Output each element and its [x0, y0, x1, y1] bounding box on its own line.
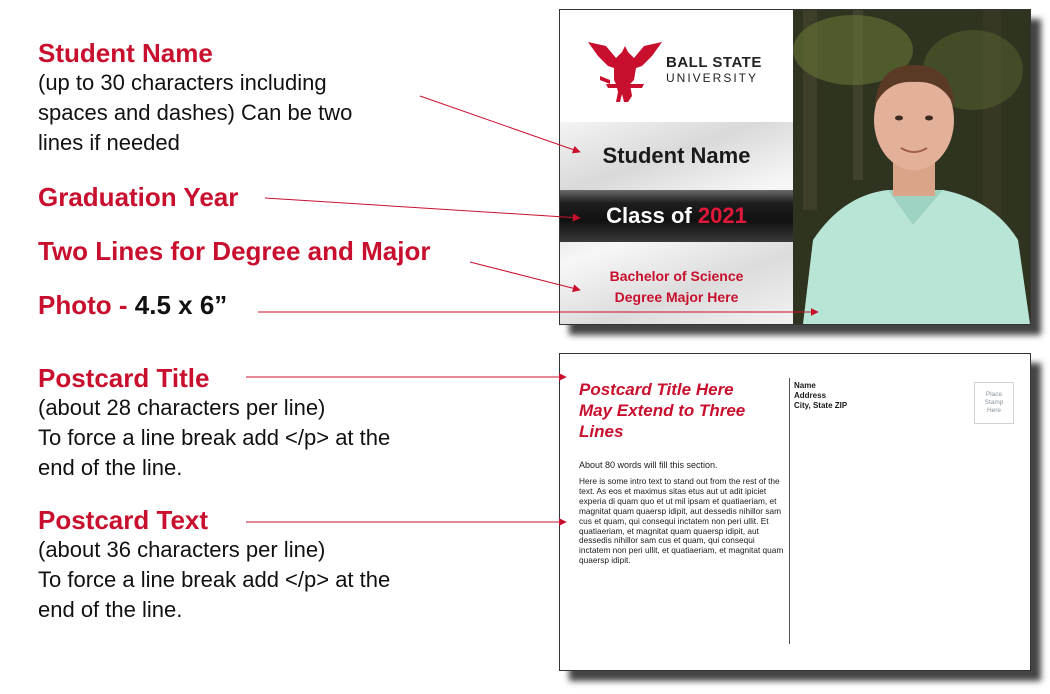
postcard-body-text: Here is some intro text to stand out from the rest of the text. As eos et maximus sitas etus aut ut adit ipiciet experia di quam quo et ut mil ipsam et quatiaeriam, et magnitat quam quaersp idipit, aut dessedis nihillor sam cus et quam, qui consequi inctatem non peri ullit. Et quatiaeriam, et magnitat quam quaersp idipit, aut dessedis nihillor sam cus et quam, qui consequi inctatem non peri ullit, et quatiaeriam, et magnitat quam quaersp idipit. [579, 476, 784, 566]
annotation-postcard-text-desc-1: (about 36 characters per line) [38, 537, 326, 562]
postcard-back [559, 353, 1031, 671]
arrow-student-name [420, 96, 580, 152]
annotation-student-name-desc-3: lines if needed [38, 130, 180, 155]
annotation-postcard-title-desc-3: end of the line. [38, 455, 183, 480]
address-city-state-zip: City, State ZIP [794, 401, 848, 410]
annotation-postcard-title-desc-1: (about 28 characters per line) [38, 395, 326, 420]
postcard-title-line-2: May Extend to Three [579, 401, 746, 420]
stamp-label-1: Place [985, 391, 1003, 398]
logo-area [560, 10, 793, 122]
class-prefix: Class of [606, 203, 698, 228]
class-of-band [560, 190, 793, 242]
postcard-front [559, 9, 1031, 325]
annotation-graduation-year [38, 182, 238, 212]
stamp-label-3: Here [986, 407, 1002, 414]
annotation-student-name [38, 38, 352, 158]
stamp-box [974, 382, 1014, 424]
annotation-postcard-title-desc-2: To force a line break add </p> at the [38, 425, 391, 450]
annotation-postcard-title [38, 363, 390, 483]
postcard-lead-text: About 80 words will fill this section. [579, 460, 718, 470]
annotation-degree-major-title: Two Lines for Degree and Major [38, 236, 431, 266]
annotation-degree-major [38, 236, 430, 266]
postcard-title-line-3: Lines [579, 422, 624, 441]
postcard-title-line-1: Postcard Title Here [579, 380, 734, 399]
stamp-label-2: Stamp [984, 399, 1004, 406]
annotation-postcard-text-desc-2: To force a line break add </p> at the [38, 567, 391, 592]
address-block [794, 381, 847, 411]
annotation-postcard-text-desc-3: end of the line. [38, 597, 183, 622]
logo-line-2: UNIVERSITY [666, 71, 759, 85]
student-photo [793, 10, 1030, 324]
cardinal-logo-icon [586, 36, 664, 104]
annotation-postcard-title-title: Postcard Title [38, 363, 210, 393]
class-year: 2021 [697, 203, 747, 228]
annotation-photo-title: Photo - [38, 290, 135, 320]
front-student-name: Student Name [602, 143, 751, 168]
annotation-photo [38, 290, 227, 320]
degree-major-lines [560, 266, 793, 308]
postcard-title [579, 379, 789, 442]
arrow-graduation-year [265, 198, 580, 218]
front-left-panel [560, 10, 793, 324]
address-line: Address [794, 391, 827, 400]
annotation-graduation-year-title: Graduation Year [38, 182, 239, 212]
annotation-postcard-text-title: Postcard Text [38, 505, 209, 535]
annotation-student-name-title: Student Name [38, 38, 213, 68]
address-name: Name [794, 381, 816, 390]
student-portrait-image [793, 10, 1030, 324]
postcard-divider [789, 378, 790, 644]
logo-wordmark [666, 54, 762, 85]
degree-line-1: Bachelor of Science [609, 268, 744, 284]
degree-line-2: Degree Major Here [614, 289, 739, 305]
annotation-student-name-desc-2: spaces and dashes) Can be two [38, 100, 353, 125]
annotation-student-name-desc-1: (up to 30 characters including [38, 70, 327, 95]
logo-line-1: BALL STATE [666, 54, 762, 71]
annotation-photo-size: 4.5 x 6” [134, 290, 228, 320]
annotation-postcard-text [38, 505, 390, 625]
